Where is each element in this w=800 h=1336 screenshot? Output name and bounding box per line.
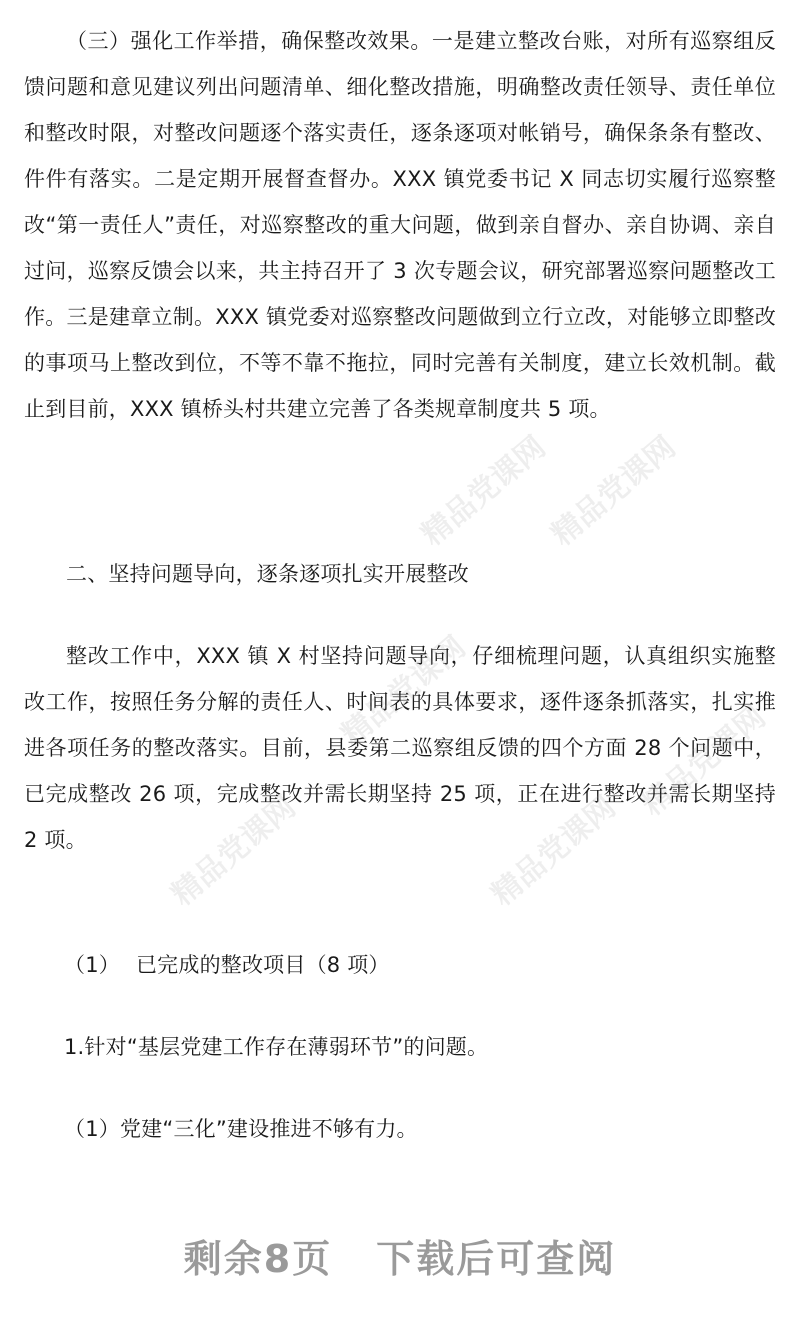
watermark: 精品党课网 — [635, 699, 773, 823]
watermark: 精品党课网 — [165, 789, 303, 913]
subsection-number: （1） — [64, 953, 120, 977]
watermark: 精品党课网 — [485, 789, 623, 913]
item-subheading-1-1: （1）党建“三化”建设推进不够有力。 — [64, 1117, 418, 1141]
download-prompt-banner[interactable] — [0, 1228, 800, 1283]
paragraph-measures: （三）强化工作举措，确保整改效果。一是建立整改台账，对所有巡察组反馈问题和意见建议列出问题清单、细化整改措施，明确整改责任领导、责任单位和整改时限，对整改问题逐个落实责任，逐条逐项对帐销号，确保条条有整改、件件有落实。二是定期开展督查督办。XXX 镇党委书记 X 同志切实履行巡察整改“第一责任人”责任，对巡察整改的重大问题，做到亲自督办、亲自协调、亲自过问，巡察反馈会以来，共主持召开了 3 次专题会议，研究部署巡察问题整改工作。三是建章立制。XXX 镇党委对巡察整改问题做到立行立改，对能够立即整改的事项马上整改到位，不等不靠不拖拉，同时完善有关制度，建立长效机制。截止到目前，XXX 镇桥头村共建立完善了各类规章制度共 5 项。 — [24, 29, 776, 421]
paragraph-rectification: 整改工作中，XXX 镇 X 村坚持问题导向，仔细梳理问题，认真组织实施整改工作，按照任务分解的责任人、时间表的具体要求，逐件逐条抓落实，扎实推进各项任务的整改落实。目前，县委第二巡察组反馈的四个方面 28 个问题中，已完成整改 26 项，完成整改并需长期坚持 25 项，正在进行整改并需长期坚持 2 项。 — [24, 644, 776, 852]
subsection-heading — [64, 942, 764, 988]
watermark: 精品党课网 — [545, 429, 683, 553]
item-heading-1: 1.针对“基层党建工作存在薄弱环节”的问题。 — [64, 1035, 489, 1059]
watermark: 精品党课网 — [335, 629, 473, 753]
section-heading-2: 二、坚持问题导向，逐条逐项扎实开展整改 — [66, 562, 469, 586]
watermark: 精品党课网 — [415, 429, 553, 553]
remaining-pages-text: 剩余8页 — [183, 1237, 333, 1281]
subsection-title: 已完成的整改项目（8 项） — [135, 953, 390, 977]
download-to-view-text: 下载后可查阅 — [376, 1237, 617, 1281]
